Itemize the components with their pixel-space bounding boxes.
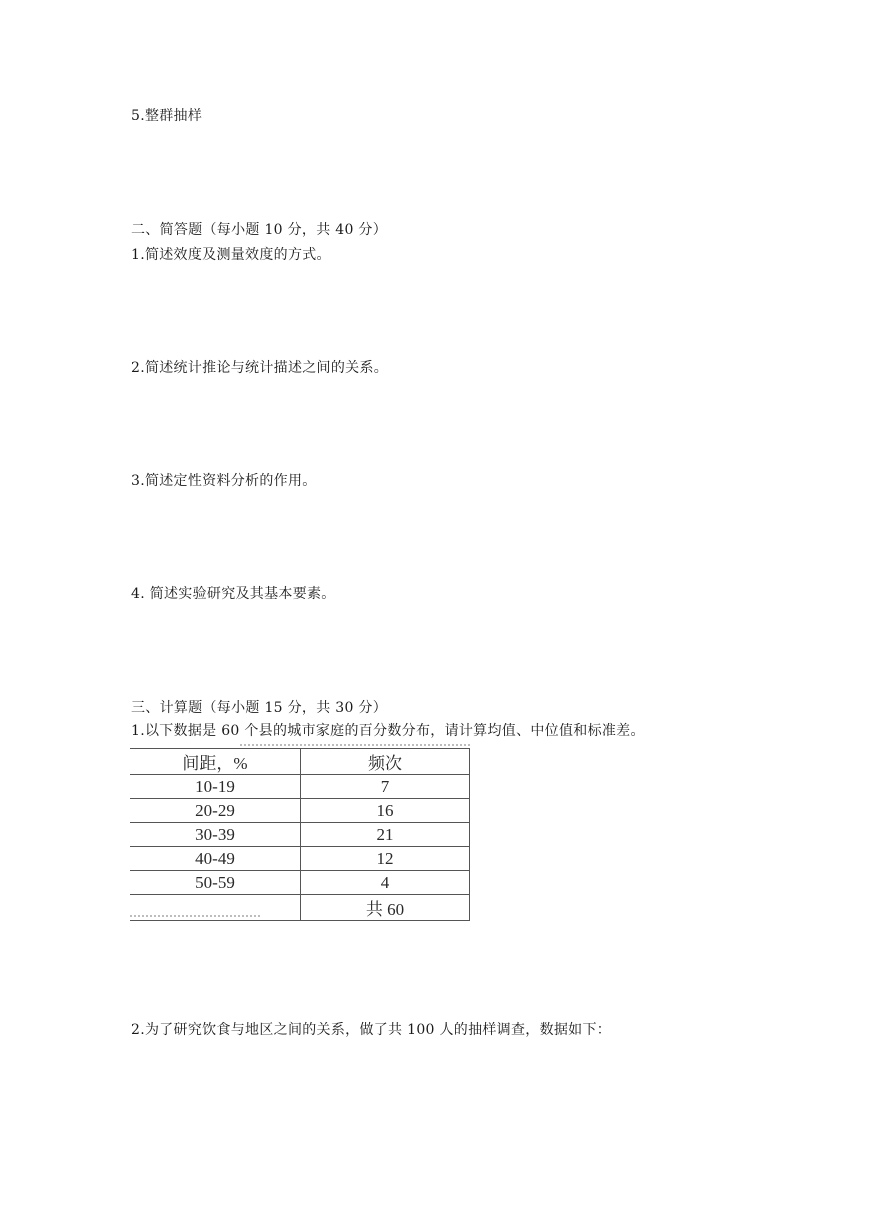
calculation-question-2: 2.为了研究饮食与地区之间的关系，做了共 100 人的抽样调查，数据如下： [131,1022,612,1038]
column-header-frequency: 频次 [301,749,470,775]
frequency-cell: 12 [301,847,470,871]
interval-cell: 20-29 [130,799,301,823]
frequency-cell: 7 [301,775,470,799]
short-answer-question-3: 3.简述定性资料分析的作用。 [131,473,317,489]
table-row [130,847,470,871]
frequency-cell: 4 [301,871,470,895]
table-row [130,799,470,823]
frequency-table-scan [130,744,474,922]
scan-artifact-bottom [130,915,260,922]
table-row [130,871,470,895]
interval-cell: 40-49 [130,847,301,871]
calculation-question-1: 1.以下数据是 60 个县的城市家庭的百分数分布，请计算均值、中位值和标准差。 [131,723,645,739]
question-cluster-sampling: 5.整群抽样 [131,108,203,124]
frequency-total-cell: 共 60 [301,895,470,921]
table-row [130,775,470,799]
section-three-heading: 三、计算题（每小题 15 分，共 30 分） [131,700,388,716]
frequency-cell: 21 [301,823,470,847]
column-header-interval: 间距，% [130,749,301,775]
interval-cell: 30-39 [130,823,301,847]
frequency-cell: 16 [301,799,470,823]
short-answer-question-1: 1.简述效度及测量效度的方式。 [131,247,331,263]
table-header-row [130,749,470,775]
table-row [130,823,470,847]
interval-cell: 10-19 [130,775,301,799]
section-two-heading: 二、简答题（每小题 10 分，共 40 分） [131,222,388,238]
short-answer-question-4: 4. 简述实验研究及其基本要素。 [131,586,336,602]
short-answer-question-2: 2.简述统计推论与统计描述之间的关系。 [131,360,389,376]
frequency-table [130,748,470,921]
interval-cell: 50-59 [130,871,301,895]
